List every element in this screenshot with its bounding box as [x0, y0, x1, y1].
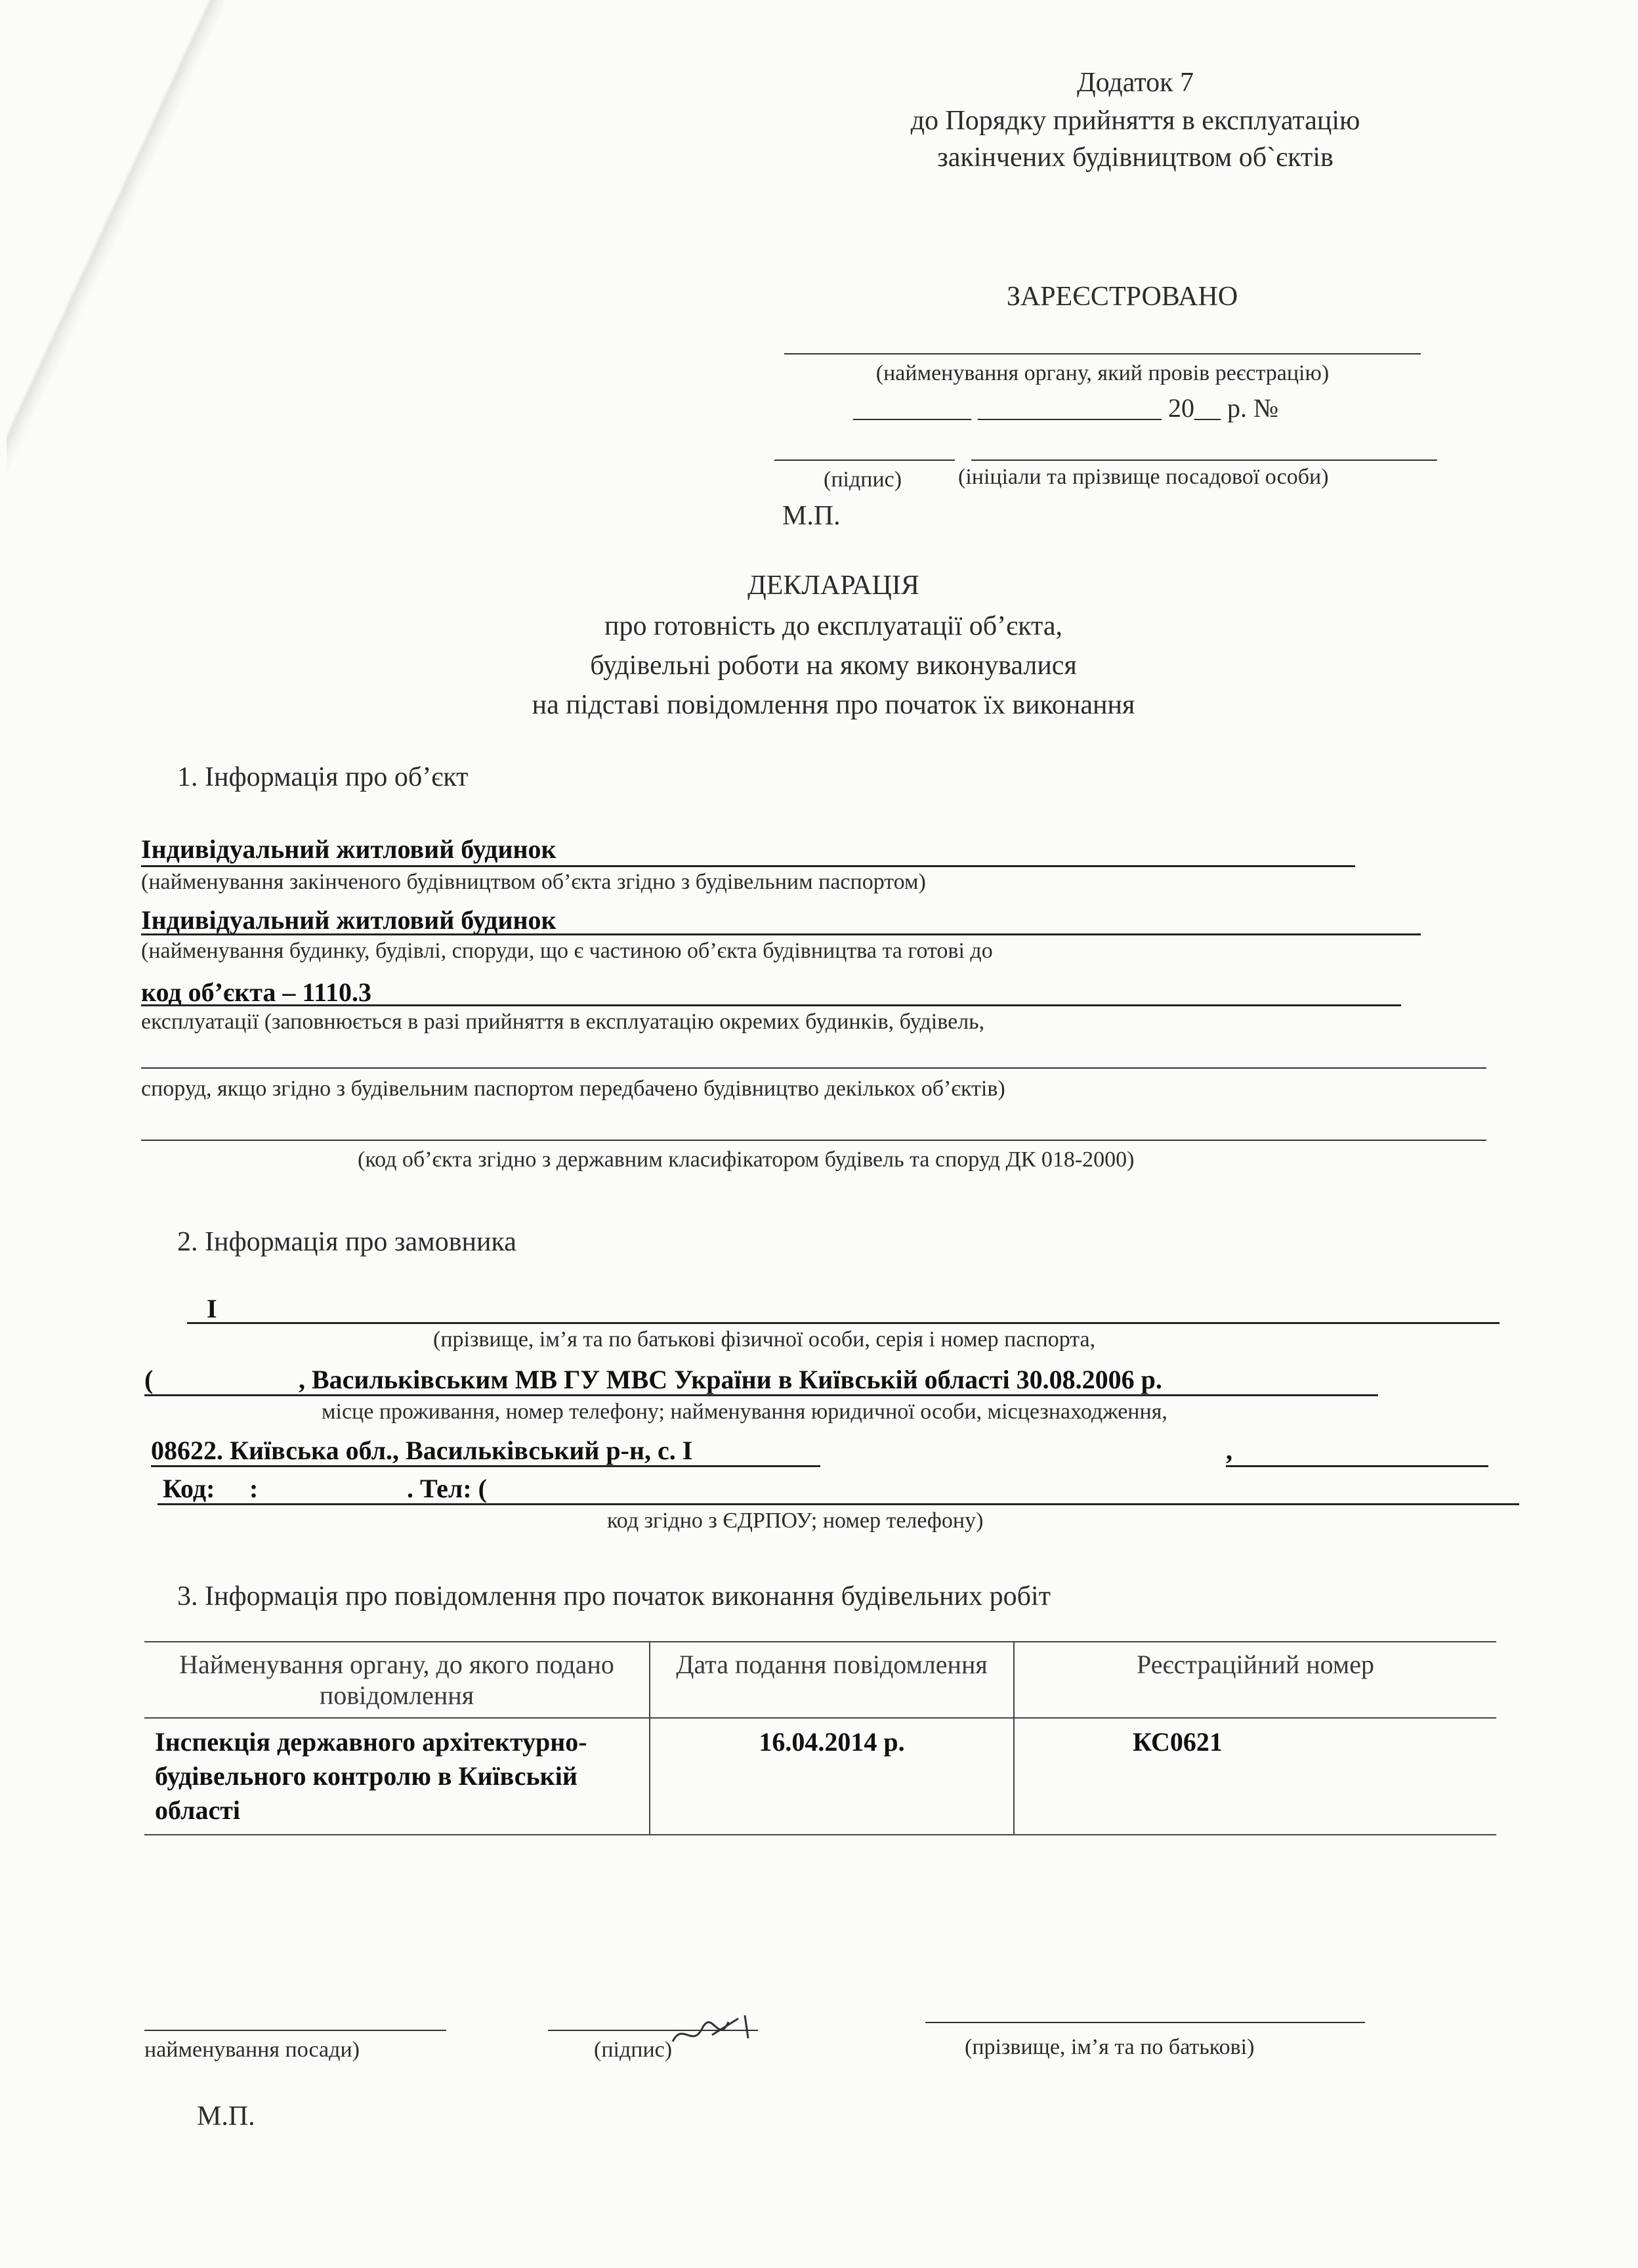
- code-gap: :: [249, 1474, 259, 1503]
- name-line: [925, 2022, 1365, 2023]
- name-caption: (прізвище, ім’я та по батькові): [965, 2035, 1255, 2059]
- registration-official-line: [971, 460, 1437, 461]
- appendix-line-2: до Порядку прийняття в експлуатацію: [910, 106, 1360, 136]
- table-header-organ: Найменування органу, до якого подано повідомлення: [144, 1642, 650, 1718]
- caption-continuation-2: споруд, якщо згідно з будівельним паспортом передбачено будівництво декількох об’єктів): [141, 1077, 1005, 1101]
- address-line: [151, 1465, 820, 1467]
- customer-name-line: [187, 1322, 1500, 1324]
- object-name-caption: (найменування закінченого будівництвом об’єкта згідно з будівельним паспортом): [141, 870, 926, 894]
- object-code-line: [141, 1004, 1401, 1006]
- scan-edge-artifact: [7, 0, 223, 473]
- passport-issued-value: , Васильківським МВ ГУ МВС України в Київській області 30.08.2006 р.: [299, 1365, 1162, 1394]
- object-name-line: [141, 865, 1355, 867]
- table-row: [144, 1718, 1496, 1835]
- registration-signature-caption: (підпис): [824, 467, 902, 492]
- position-line: [144, 2030, 446, 2031]
- phone-label: . Тел: (: [407, 1474, 487, 1503]
- address-value: 08622. Київська обл., Васильківський р-н, с. І: [151, 1436, 693, 1465]
- registration-stamp-mark: М.П.: [782, 501, 841, 531]
- address-tail-line: [1226, 1465, 1488, 1467]
- blank-line-2: [141, 1140, 1486, 1141]
- section1-heading: 1. Інформація про об’єкт: [177, 762, 469, 792]
- registration-organ-caption: (найменування органу, який провів реєстрацію): [875, 361, 1330, 385]
- registration-official-caption: (ініціали та прізвище посадової особи): [958, 465, 1329, 489]
- table-cell-date: 16.04.2014 р.: [650, 1718, 1014, 1835]
- handwritten-signature-icon: [666, 2009, 765, 2055]
- table-header-regnum: Реєстраційний номер: [1014, 1642, 1496, 1718]
- registered-title: ЗАРЕЄСТРОВАНО: [1006, 282, 1238, 312]
- declaration-subtitle-3: на підставі повідомлення про початок їх виконання: [532, 690, 1135, 720]
- appendix-line-3: закінчених будівництвом об`єктів: [937, 142, 1334, 173]
- table-header-row: [144, 1642, 1496, 1718]
- building-name-line: [141, 933, 1421, 935]
- registration-signature-line: [774, 460, 955, 461]
- object-code-value: код об’єкта – 1110.3: [141, 977, 371, 1007]
- section2-heading: 2. Інформація про замовника: [177, 1227, 516, 1257]
- position-caption: найменування посади): [144, 2038, 360, 2062]
- signature-caption: (підпис): [594, 2038, 673, 2062]
- appendix-line-1: Додаток 7: [1076, 68, 1194, 98]
- table-cell-organ: Інспекція державного архітектурно-будівельного контролю в Київській області: [144, 1718, 650, 1835]
- passport-line: [144, 1394, 1378, 1396]
- registration-organ-line: [784, 353, 1421, 354]
- section3-heading: 3. Інформація про повідомлення про початок виконання будівельних робіт: [177, 1581, 1051, 1612]
- declaration-subtitle-1: про готовність до експлуатації об’єкта,: [604, 611, 1063, 641]
- address-comma: ,: [1226, 1436, 1232, 1465]
- building-name-caption: (найменування будинку, будівлі, споруди, що є частиною об’єкта будівництва та готові до: [141, 939, 993, 963]
- registration-date-line: _________ ______________ 20__ р. №: [853, 393, 1279, 423]
- blank-line-1: [141, 1067, 1486, 1069]
- declaration-subtitle-2: будівельні роботи на якому виконувалися: [590, 651, 1077, 681]
- passport-prefix: (: [144, 1365, 154, 1394]
- code-label: Код:: [163, 1474, 215, 1503]
- notice-table: [144, 1641, 1496, 1835]
- code-phone-line: [158, 1503, 1519, 1505]
- building-name-value: Індивідуальний житловий будинок: [141, 905, 556, 935]
- footer-stamp-mark: М.П.: [197, 2101, 255, 2131]
- caption-continuation-1: експлуатації (заповнюється в разі прийняття в експлуатацію окремих будинків, будівель,: [141, 1010, 985, 1034]
- residence-caption: місце проживання, номер телефону; найменування юридичної особи, місцезнаходження,: [322, 1400, 1167, 1424]
- code-classifier-caption: (код об’єкта згідно з державним класифікатором будівель та споруд ДК 018-2000): [358, 1147, 1135, 1172]
- edrpou-caption: код згідно з ЄДРПОУ; номер телефону): [607, 1508, 984, 1533]
- customer-name-caption: (прізвище, ім’я та по батькові фізичної особи, серія і номер паспорта,: [433, 1327, 1096, 1352]
- object-name-value: Індивідуальний житловий будинок: [141, 834, 556, 864]
- table-cell-regnum: КС0621: [1014, 1718, 1496, 1835]
- declaration-title: ДЕКЛАРАЦІЯ: [747, 570, 919, 601]
- table-header-date: Дата подання повідомлення: [650, 1642, 1014, 1718]
- customer-name-value: І: [207, 1294, 217, 1323]
